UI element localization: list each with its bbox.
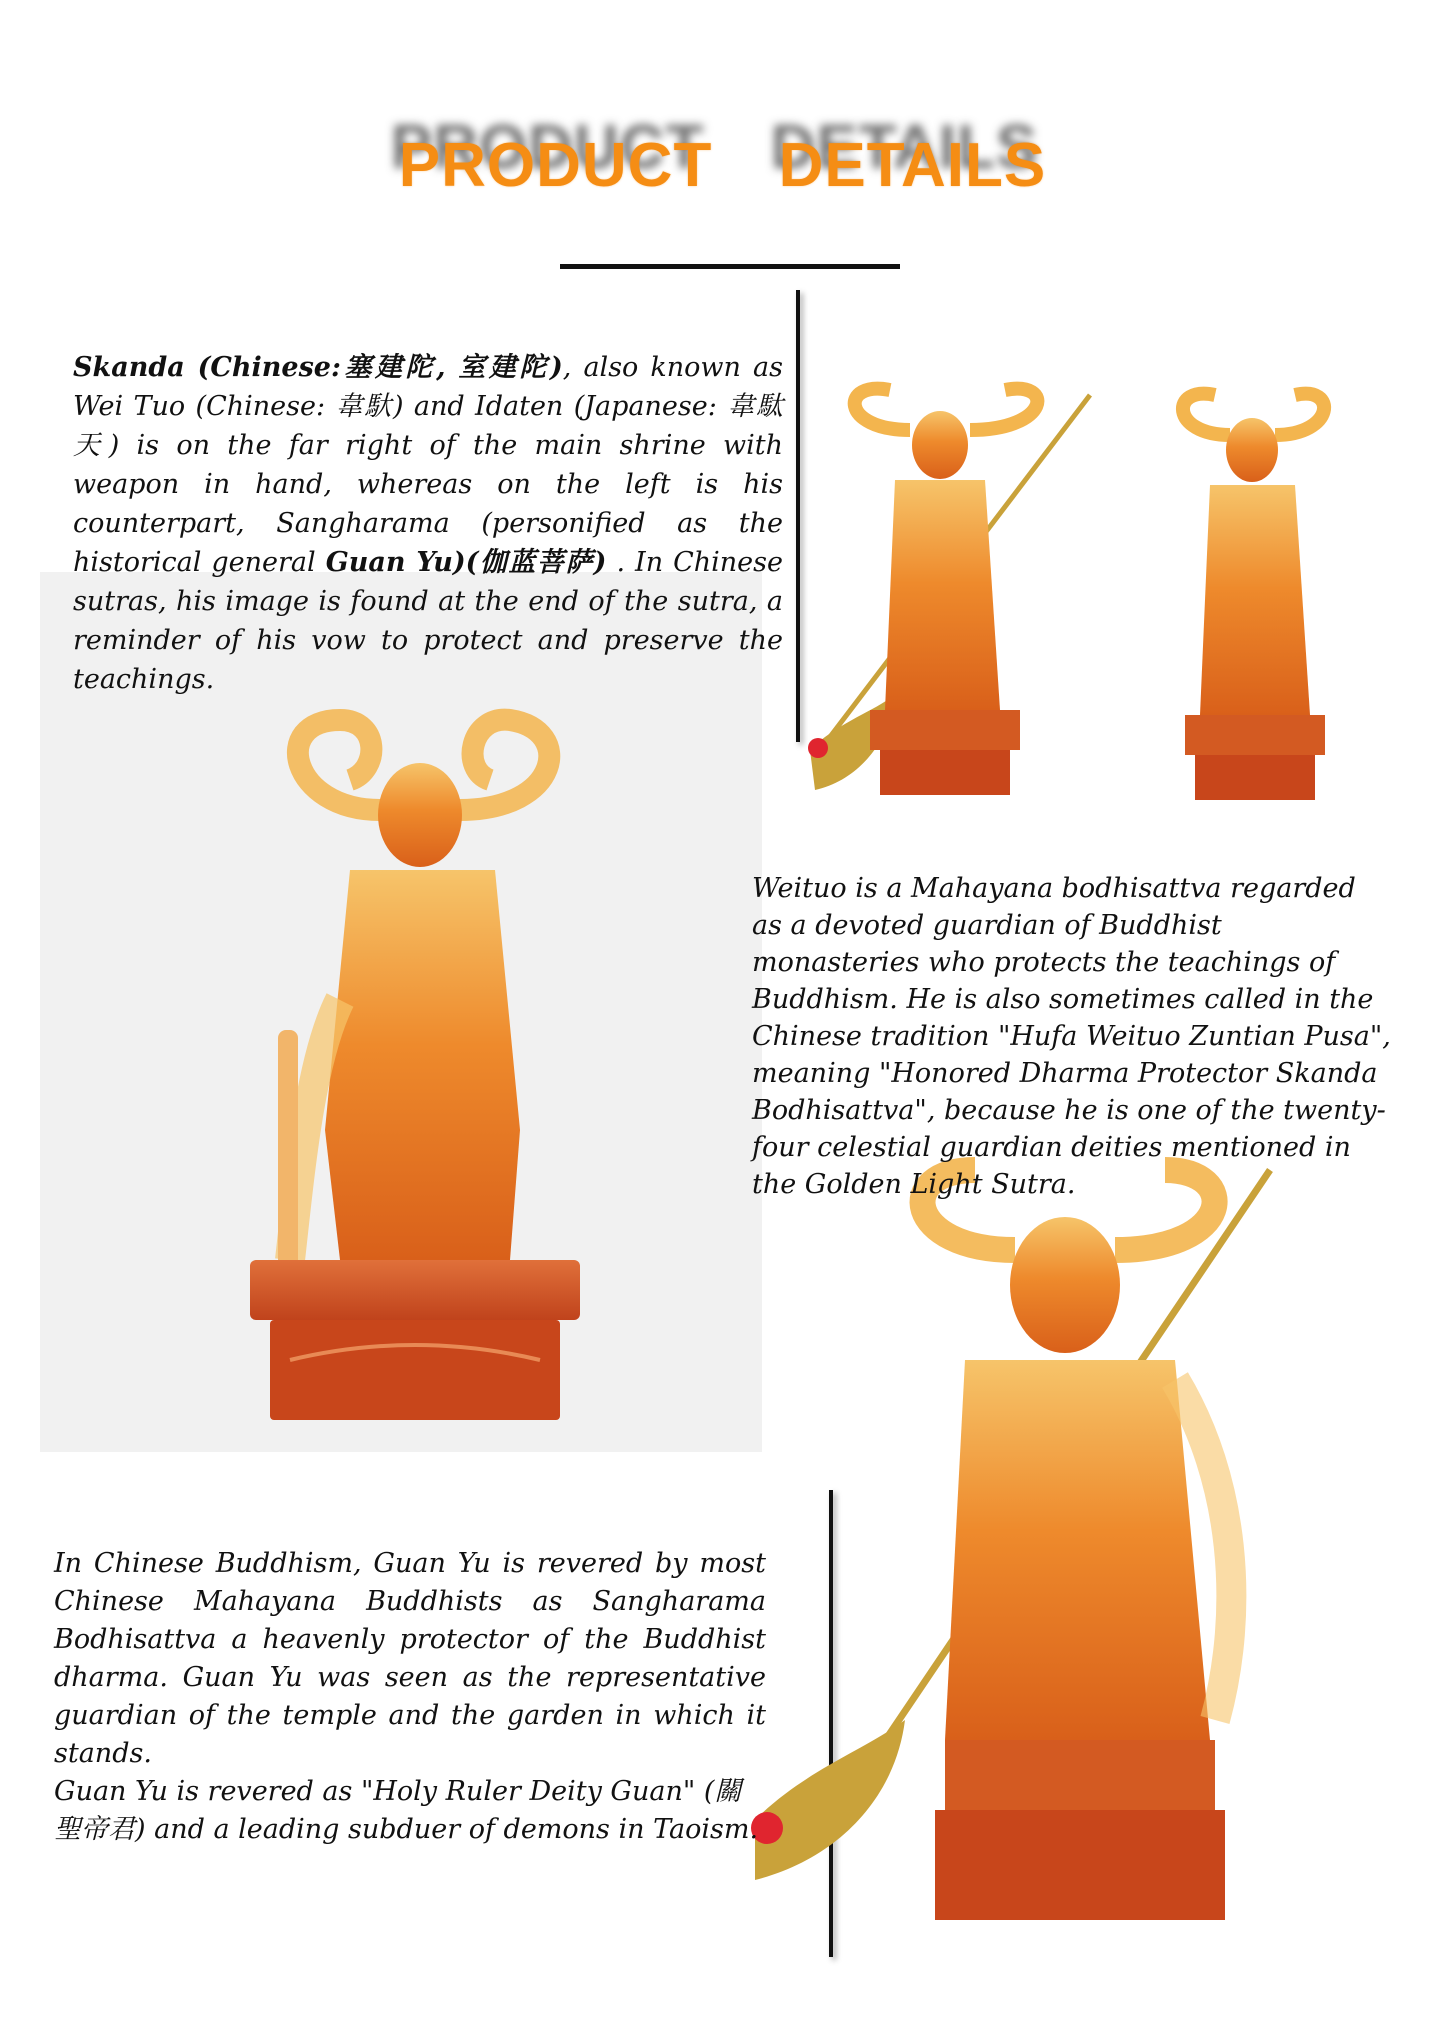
guanyu-text-a: In Chinese Buddhism, Guan Yu is revered by most Chinese Mahayana Buddhists as Sangharama Bodhisattva a heavenly protector of the Buddhist dharma. Guan Yu was seen as the representative guardian of the temple and the garden in which it stands. [54,1548,766,1769]
guanyu-text-b: Guan Yu is revered as "Holy Ruler Deity Guan" (關聖帝君) and a leading subduer of demons in Taoism. [54,1776,759,1845]
weituo-statue-small-image [1160,395,1340,815]
skanda-label: Skanda (Chinese: [73,352,341,383]
guanyu-label-close: ) [593,547,607,578]
guanyu-label: Guan Yu)( [325,547,479,578]
heading-word-product: PRODUCT [398,131,713,200]
guanyu-description [54,1545,766,1849]
guanyu-statue-small-image [800,390,1100,810]
skanda-text-a: , also known as Wei Tuo (Chinese: 韋馱) and Idaten (Japanese: 韋駄天) is on the far right of the main shrine with weapon in hand, whereas on the left is his counterpart, Sangharama (personified as the historical general [73,352,783,578]
weituo-description [752,870,1392,1203]
guanyu-statue-large-image [715,1160,1335,1940]
skanda-description [73,348,783,699]
heading-underline [560,264,900,269]
weituo-statue-large-image [230,700,600,1440]
page-heading [0,130,1445,201]
guanyu-cjk-name: 伽蓝菩萨 [478,547,594,578]
heading-word-details: DETAILS [778,131,1047,200]
skanda-text-b: . In Chinese sutras, his image is found at the end of the sutra, a reminder of his vow to protect and preserve the teachings. [73,547,783,695]
weituo-text: Weituo is a Mahayana bodhisattva regarded as a devoted guardian of Buddhist monasteries who protects the teachings of Buddhism. He is also sometimes called in the Chinese tradition "Hufa Weituo Zuntian Pusa", meaning "Honored Dharma Protector Skanda Bodhisattva", because he is one of the twenty-four celestial guardian deities mentioned in the Golden Light Sutra. [752,873,1391,1200]
skanda-label-close: ) [549,352,563,383]
skanda-cjk-name: 塞建陀, 室建陀 [340,352,550,383]
